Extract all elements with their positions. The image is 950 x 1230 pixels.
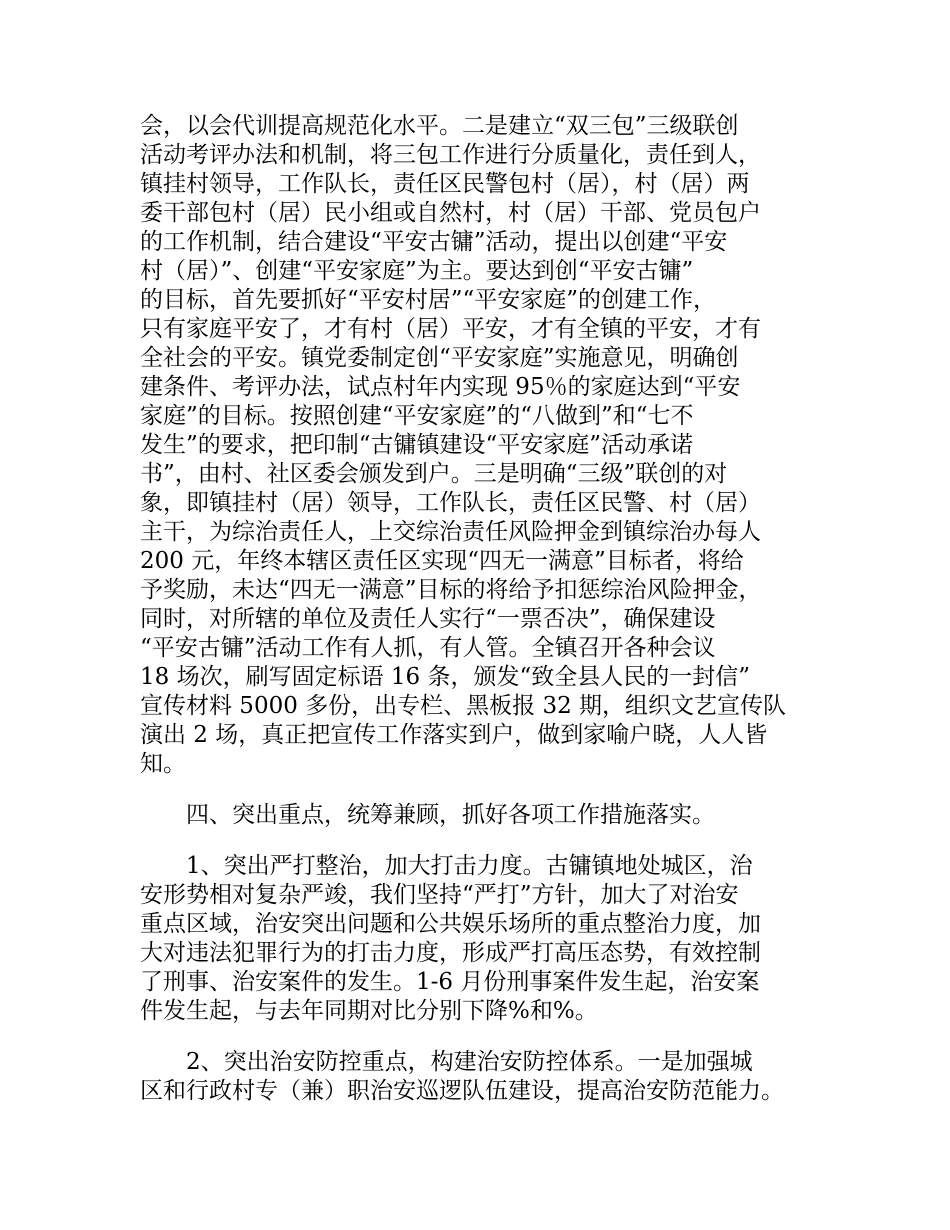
text-line: 家庭”的目标。按照创建“平安家庭”的“八做到”和“七不 [140,403,694,429]
text-line: 委干部包村（居）民小组或自然村，村（居）干部、党员包户 [140,200,761,226]
text-line: 村（居）”、创建“平安家庭”为主。要达到创“平安古镛” [140,258,694,284]
text-line: 1、突出严打整治，加大打击力度。古镛镇地处城区，治 [186,853,753,879]
text-line: 的目标，首先要抓好“平安村居”“平安家庭”的创建工作， [140,287,717,313]
text-line: 同时，对所辖的单位及责任人实行“一票否决”，确保建设 [140,606,716,632]
text-line: 18 场次，刷写固定标语 16 条，颁发“致全县人民的一封信” [140,664,750,690]
text-line: 200 元，年终本辖区责任区实现“四无一满意”目标者，将给 [140,548,744,574]
document-body [140,112,830,1106]
paragraph-prevention-system [140,1048,830,1106]
text-line: 区和行政村专（兼）职治安巡逻队伍建设，提高治安防范能力。 [140,1078,784,1104]
text-line: 演出 2 场，真正把宣传工作落实到户，做到家喻户晓，人人皆 [140,722,768,748]
text-line: 件发生起，与去年同期对比分别下降%和%。 [140,998,598,1024]
text-line: 象，即镇挂村（居）领导，工作队长，责任区民警、村（居） [140,490,761,516]
text-line: 予奖励，未达“四无一满意”目标的将给予扣惩综治风险押金， [140,577,762,603]
text-line: 的工作机制，结合建设“平安古镛”活动，提出以创建“平安 [140,229,728,255]
text-line: 建条件、考评办法，试点村年内实现 95％的家庭达到“平安 [140,374,741,400]
text-line: 2、突出治安防控重点，构建治安防控体系。一是加强城 [186,1049,753,1075]
text-line: 书”，由村、社区委会颁发到户。三是明确“三级”联创的对 [140,461,728,487]
text-line: 重点区域，治安突出问题和公共娱乐场所的重点整治力度，加 [140,911,761,937]
paragraph-gap [140,1026,830,1048]
text-line: 主干，为综治责任人，上交综治责任风险押金到镇综治办每人 [140,519,761,545]
text-line: 只有家庭平安了，才有村（居）平安，才有全镇的平安，才有 [140,316,761,342]
text-line: “平安古镛”活动工作有人抓，有人管。全镇召开各种会议 [140,635,716,661]
text-line: 会，以会代训提高规范化水平。二是建立“双三包”三级联创 [140,113,739,139]
text-line: 发生”的要求，把印制“古镛镇建设“平安家庭”活动承诺 [140,432,694,458]
text-line: 安形势相对复杂严竣，我们坚持“严打”方针，加大了对治安 [140,882,739,908]
text-line: 宣传材料 5000 多份，出专栏、黑板报 32 期，组织文艺宣传队 [140,693,787,719]
paragraph-continuation [140,112,830,779]
text-line: 大对违法犯罪行为的打击力度，形成严打高压态势，有效控制 [140,940,761,966]
paragraph-strike-hard [140,852,830,1026]
paragraph-gap [140,830,830,852]
section-heading [140,801,830,830]
paragraph-gap [140,779,830,801]
text-line: 镇挂村领导，工作队长，责任区民警包村（居），村（居）两 [140,171,750,197]
text-line: 活动考评办法和机制，将三包工作进行分质量化，责任到人， [140,142,761,168]
heading-line: 四、突出重点，统筹兼顾，抓好各项工作措施落实。 [186,802,715,828]
text-line: 了刑事、治安案件的发生。1-6 月份刑事案件发生起，治安案 [140,969,760,995]
text-line: 知。 [140,751,186,777]
text-line: 全社会的平安。镇党委制定创“平安家庭”实施意见，明确创 [140,345,739,371]
